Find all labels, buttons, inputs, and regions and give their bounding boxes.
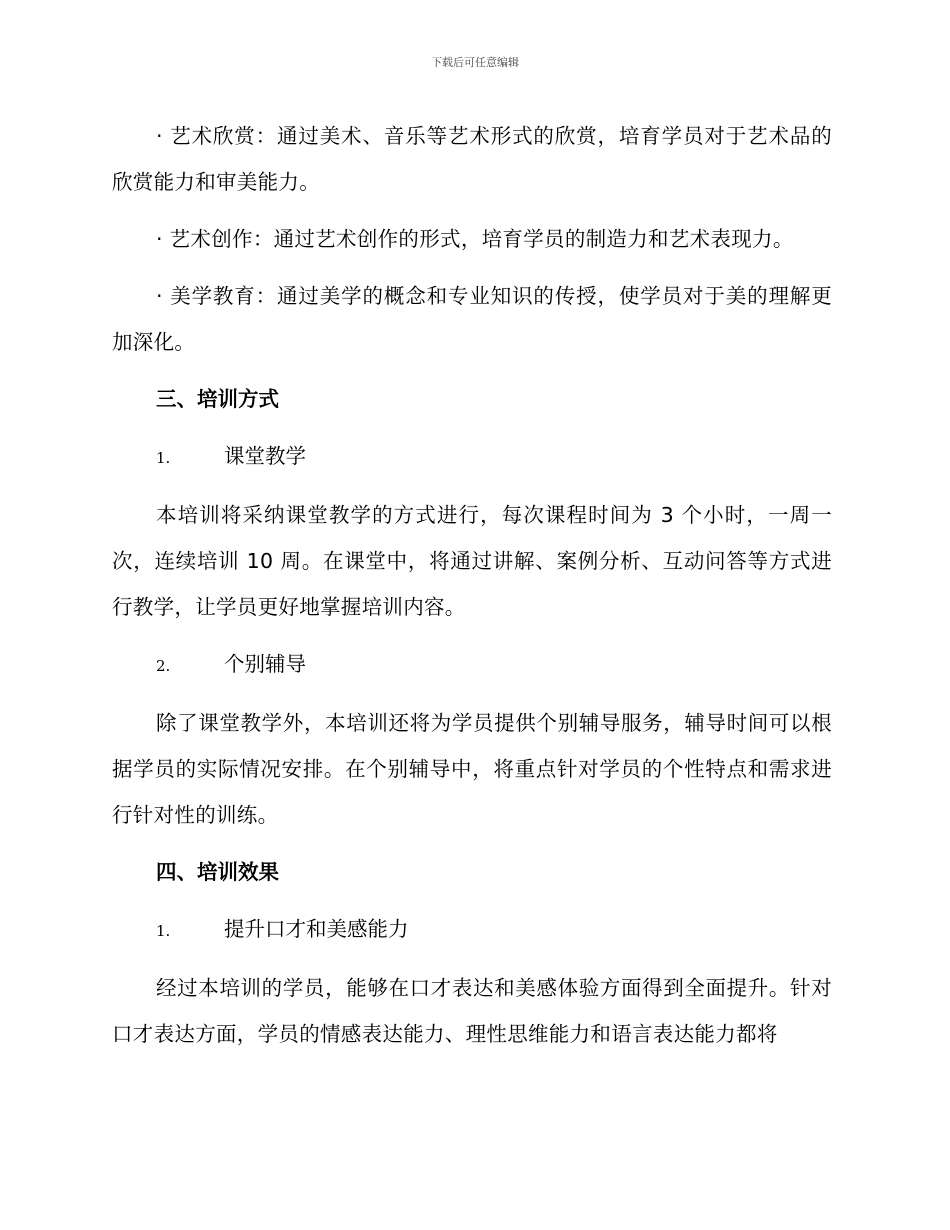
page-header: 下载后可任意编辑 [431,56,519,69]
numbered-item-classroom [156,433,832,481]
numbered-item-improve [156,906,832,954]
section-heading-training-method: 三、培训方式 [156,387,279,411]
paragraph-classroom: 本培训将采纳课堂教学的方式进行，每次课程时间为 3 个小时，一周一次，连续培训 10 周。在课堂中，将通过讲解、案例分析、互动问答等方式进行教学，让学员更好地掌握培训内容。 [112,503,832,619]
bullet-aesthetic-education: · 美学教育：通过美学的概念和专业知识的传授，使学员对于美的理解更加深化。 [112,284,832,354]
document-body [112,113,832,1068]
item-number: 1. [156,922,171,940]
item-label: 提升口才和美感能力 [224,917,409,941]
paragraph-improve: 经过本培训的学员，能够在口才表达和美感体验方面得到全面提升。针对口才表达方面，学员的情感表达能力、理性思维能力和语言表达能力都将 [112,976,832,1046]
item-label: 课堂教学 [224,444,306,468]
numbered-item-tutoring [156,641,832,689]
paragraph-tutoring: 除了课堂教学外，本培训还将为学员提供个别辅导服务，辅导时间可以根据学员的实际情况安排。在个别辅导中，将重点针对学员的个性特点和需求进行针对性的训练。 [112,711,832,827]
bullet-art-creation: · 艺术创作：通过艺术创作的形式，培育学员的制造力和艺术表现力。 [156,227,794,251]
item-number: 1. [156,449,171,467]
item-label: 个别辅导 [224,652,306,676]
item-number: 2. [156,657,171,675]
section-heading-training-effect: 四、培训效果 [156,860,279,884]
bullet-art-appreciation: · 艺术欣赏：通过美术、音乐等艺术形式的欣赏，培育学员对于艺术品的欣赏能力和审美能力。 [112,124,832,194]
